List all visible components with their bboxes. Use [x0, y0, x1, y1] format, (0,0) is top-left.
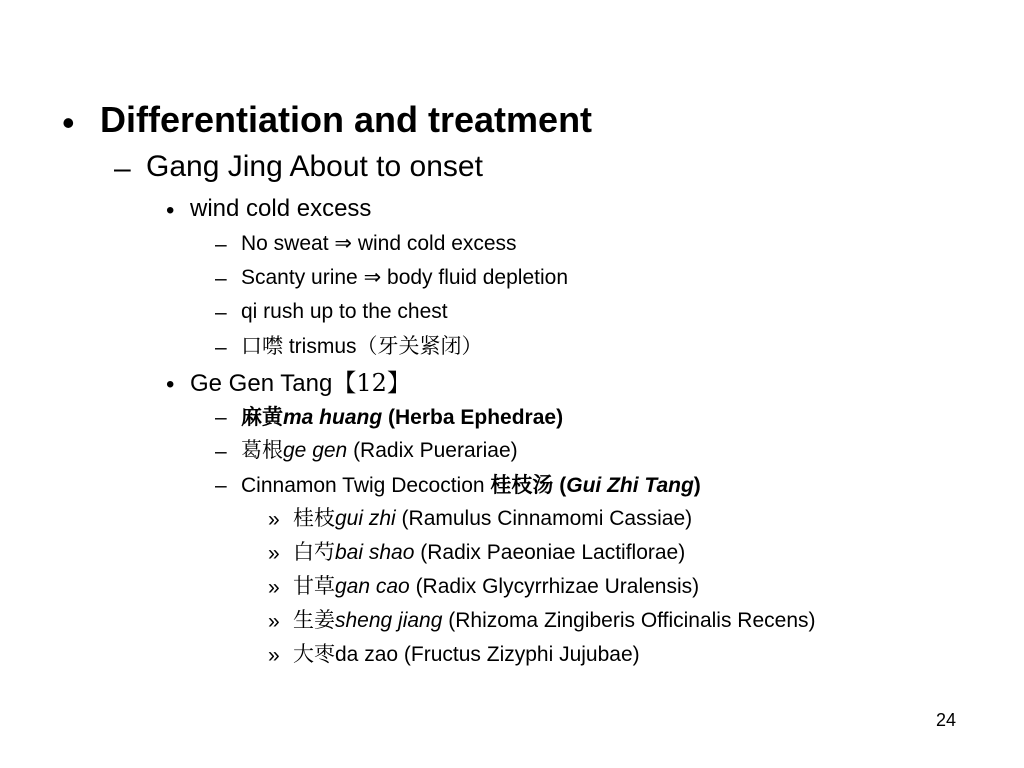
- sub-item-marker: »: [268, 644, 280, 667]
- implies-arrow-icon: ⇒: [334, 232, 352, 255]
- formula-bullet: •: [166, 371, 175, 398]
- sub-item-marker: »: [268, 542, 280, 565]
- sub-item-marker: »: [268, 576, 280, 599]
- list-item-dash: –: [215, 267, 227, 290]
- list-item-dash: –: [215, 301, 227, 324]
- list-item-dash: –: [215, 406, 227, 429]
- herb-da-zao: 大枣da zao (Fructus Zizyphi Jujubae): [293, 642, 640, 666]
- wind-cold-label: wind cold excess: [190, 195, 372, 222]
- sub-item-marker: »: [268, 508, 280, 531]
- sub-item-marker: »: [268, 610, 280, 633]
- subheading-dash: –: [114, 152, 131, 185]
- implies-arrow-icon: ⇒: [363, 266, 382, 289]
- list-item-trismus: 口噤 trismus（牙关紧闭）: [241, 334, 483, 358]
- list-item-qi-rush: qi rush up to the chest: [241, 300, 448, 323]
- page-number: 24: [936, 710, 957, 730]
- heading-bullet: •: [62, 102, 75, 143]
- herb-ma-huang: 麻黄ma huang (Herba Ephedrae): [241, 404, 564, 429]
- herb-bai-shao: 白芍bai shao (Radix Paeoniae Lactiflorae): [293, 540, 686, 564]
- slide-heading: Differentiation and treatment: [100, 99, 593, 140]
- list-item-scanty-urine: Scanty urine ⇒ body fluid depletion: [241, 266, 568, 289]
- list-item-dash: –: [215, 474, 227, 497]
- list-item-dash: –: [215, 336, 227, 359]
- list-item-no-sweat: No sweat ⇒ wind cold excess: [241, 232, 517, 255]
- wind-cold-bullet: •: [166, 197, 175, 224]
- subheading: Gang Jing About to onset: [146, 150, 483, 183]
- herb-ge-gen: 葛根ge gen (Radix Puerariae): [241, 438, 518, 462]
- herb-sheng-jiang: 生姜sheng jiang (Rhizoma Zingiberis Officinalis Recens): [293, 608, 816, 632]
- list-item-dash: –: [215, 440, 227, 463]
- herb-gan-cao: 甘草gan cao (Radix Glycyrrhizae Uralensis): [293, 574, 700, 598]
- list-item-dash: –: [215, 233, 227, 256]
- herb-gui-zhi: 桂枝gui zhi (Ramulus Cinnamomi Cassiae): [293, 506, 693, 530]
- decoction-gui-zhi-tang: Cinnamon Twig Decoction 桂枝汤 (Gui Zhi Tang): [241, 472, 701, 497]
- formula-title: Ge Gen Tang【12】: [190, 369, 411, 397]
